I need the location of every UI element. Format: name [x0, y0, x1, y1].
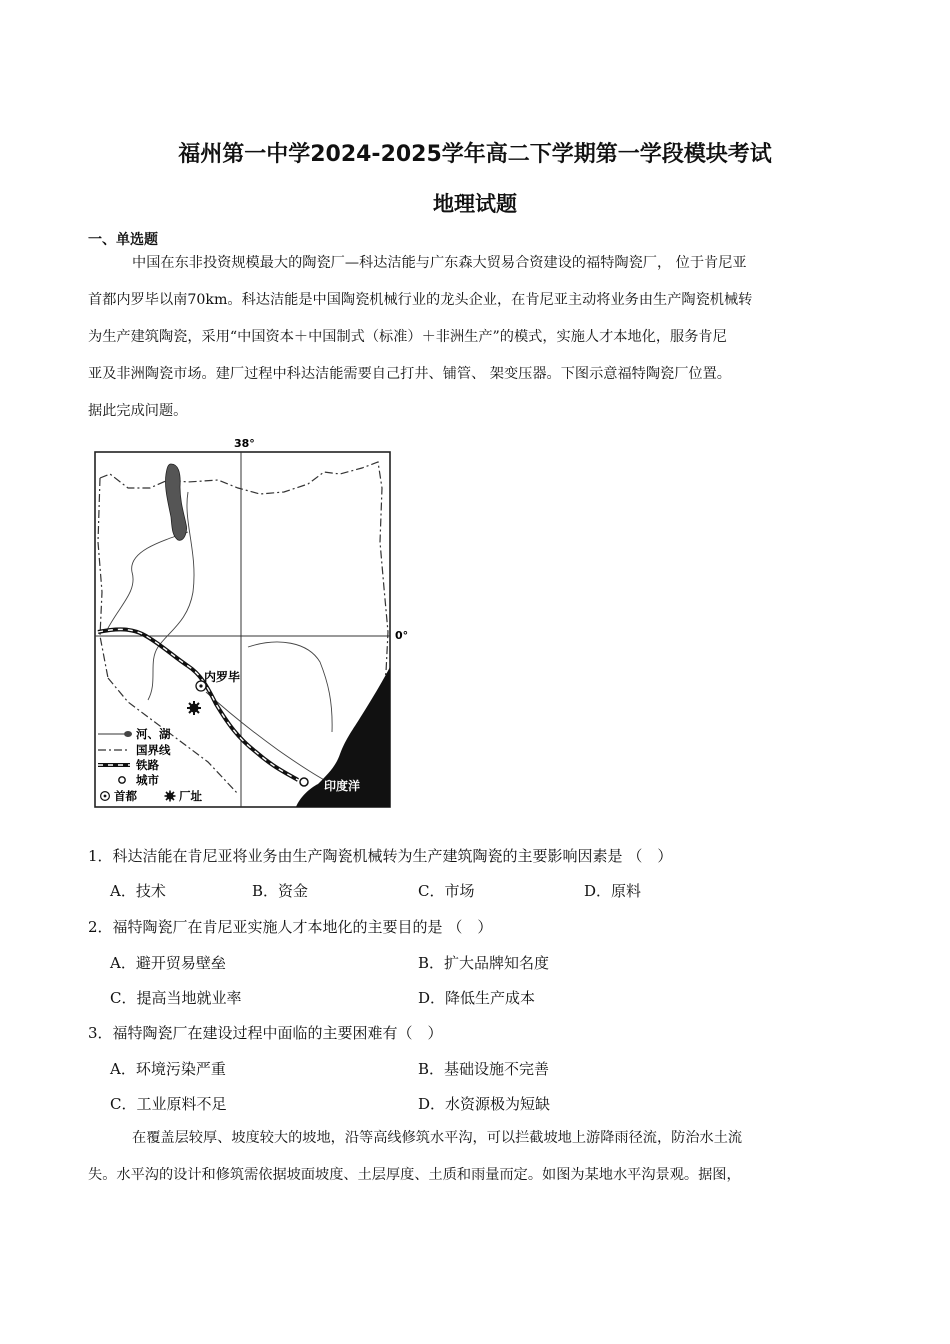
legend-river-lake: 河、湖	[136, 727, 171, 741]
capital-marker-dot	[199, 684, 202, 687]
q1-option-d[interactable]: D．原料	[584, 882, 642, 900]
kenya-factory-map	[88, 432, 418, 812]
q3-option-d[interactable]: D．水资源极为短缺	[418, 1095, 551, 1113]
ocean-label: 印度洋	[324, 779, 361, 793]
q2-option-d[interactable]: D．降低生产成本	[418, 989, 536, 1007]
legend-capital: 首都	[114, 789, 137, 803]
q1-option-c[interactable]: C．市场	[418, 882, 475, 900]
q2-option-b[interactable]: B．扩大品牌知名度	[418, 954, 550, 972]
legend-city-symbol	[119, 777, 125, 783]
section-heading: 一、单选题	[88, 232, 158, 248]
q3-option-c[interactable]: C．工业原料不足	[110, 1095, 227, 1113]
legend-factory: 厂址	[179, 789, 202, 803]
lat-label: 0°	[395, 629, 409, 642]
nairobi-label: 内罗毕	[204, 670, 241, 684]
exam-subtitle: 地理试题	[433, 192, 517, 216]
exam-title: 福州第一中学2024-2025学年高二下学期第一学段模块考试	[178, 142, 772, 167]
factory-marker	[187, 701, 201, 715]
legend-city: 城市	[136, 773, 159, 787]
legend-border: 国界线	[136, 743, 171, 757]
question-2-stem: 2．福特陶瓷厂在肯尼亚实施人才本地化的主要目的是 （ ）	[88, 918, 493, 936]
legend-factory-symbol	[165, 791, 176, 802]
passage-2	[88, 1120, 863, 1194]
question-3-stem: 3．福特陶瓷厂在建设过程中面临的主要困难有（ ）	[88, 1024, 443, 1042]
legend-lake-symbol	[124, 731, 132, 737]
passage-1	[88, 245, 863, 430]
question-1-stem: 1．科达洁能在肯尼亚将业务由生产陶瓷机械转为生产建筑陶瓷的主要影响因素是 （ ）	[88, 847, 673, 865]
q2-option-c[interactable]: C．提高当地就业率	[110, 989, 242, 1007]
lon-label: 38°	[234, 437, 255, 450]
city-marker	[300, 778, 308, 786]
q1-option-b[interactable]: B．资金	[252, 882, 309, 900]
passage-line: 在覆盖层较厚、坡度较大的坡地，沿等高线修筑水平沟，可以拦截坡地上游降雨径流，防治水土流	[132, 1130, 743, 1146]
passage-line: 失。水平沟的设计和修筑需依据坡面坡度、土层厚度、土质和雨量而定。如图为某地水平沟景观。据图，	[88, 1167, 741, 1183]
passage-line: 据此完成问题。	[88, 403, 188, 419]
passage-line: 亚及非洲陶瓷市场。建厂过程中科达洁能需要自己打井、铺管、 架变压器。下图示意福特陶瓷厂位置。	[88, 366, 731, 382]
passage-line: 为生产建筑陶瓷，采用“中国资本＋中国制式（标准）＋非洲生产”的模式，实施人才本地化，服务肯尼	[88, 329, 727, 345]
q1-option-a[interactable]: A．技术	[110, 882, 166, 900]
passage-line: 中国在东非投资规模最大的陶瓷厂—科达洁能与广东森大贸易合资建设的福特陶瓷厂， 位于肯尼亚	[132, 255, 747, 271]
q3-option-b[interactable]: B．基础设施不完善	[418, 1060, 550, 1078]
q3-option-a[interactable]: A．环境污染严重	[110, 1060, 226, 1078]
q2-option-a[interactable]: A．避开贸易壁垒	[110, 954, 226, 972]
legend-railway: 铁路	[136, 758, 159, 772]
passage-line: 首都内罗毕以南70km。科达洁能是中国陶瓷机械行业的龙头企业，在肯尼亚主动将业务由生产陶瓷机械转	[88, 292, 753, 308]
